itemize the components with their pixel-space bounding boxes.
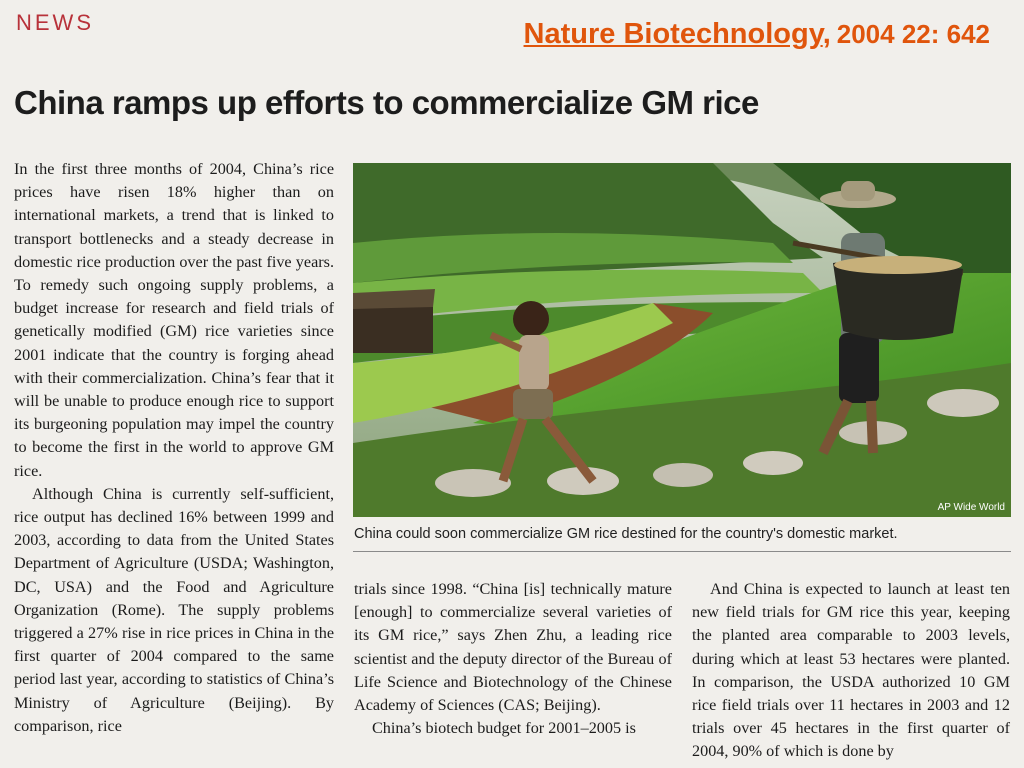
- citation: [524, 18, 990, 51]
- middle-paragraph-2: China’s biotech budget for 2001–2005 is: [372, 719, 636, 738]
- citation-reference: 2004 22: 642: [836, 19, 990, 49]
- left-paragraph-2: Although China is currently self-sufficient, rice output has declined 16% between 1999 and 2003, according to data from the United States Department of Agriculture (USDA; Washington, DC, USA) and the Food and Agriculture Organization (Rome). The supply problems triggered a 27% rise in rice prices in China in the first quarter of 2004 compared to the same period last year, according to statistics of China’s Ministry of Agriculture (Beijing). By comparison, rice: [14, 484, 334, 735]
- left-paragraph-1: In the first three months of 2004, China’s rice prices have risen 18% higher than on international markets, a trend that is linked to transport bottlenecks and a steady decrease in domestic rice production over the past five years. To remedy such ongoing supply problems, a budget increase for research and field trials of genetically modified (GM) rice varieties since 2001 indicate that the country is forging ahead with their commercialization. China’s fear that it will be unable to produce enough rice to support its burgeoning population may impel the country to become the first in the world to approve GM rice.: [14, 160, 334, 480]
- middle-paragraph-1: trials since 1998. “China [is] technically mature [enough] to commercialize several varieties of its GM rice,” says Zhen Zhu, a leading rice scientist and the deputy director of the Bureau of Life Science and Biotechnology of the Chinese Academy of Sciences (CAS; Beijing).: [354, 580, 672, 715]
- middle-column: [354, 578, 672, 740]
- caption-divider: [353, 551, 1011, 552]
- section-label: NEWS: [16, 10, 94, 35]
- photo-credit: AP Wide World: [937, 502, 1005, 513]
- article-headline: China ramps up efforts to commercialize GM rice: [14, 84, 759, 121]
- journal-link[interactable]: Nature Biotechnology: [523, 18, 823, 50]
- citation-separator: ,: [822, 18, 831, 50]
- left-column: [14, 158, 334, 738]
- rice-terrace-photo: [353, 163, 1011, 517]
- photo-illustration: [353, 163, 1011, 517]
- right-paragraph-1: And China is expected to launch at least ten new field trials for GM rice this year, keeping the planted area comparable to 2003 levels, during which at least 53 hectares were planted. In comparison, the USDA authorized 10 GM rice field trials over 11 hectares in 2003 and 12 trials over 45 hectares in the first quarter of 2004, 90% of which is done by: [692, 580, 1010, 761]
- right-column: [692, 578, 1010, 764]
- photo-caption: China could soon commercialize GM rice destined for the country's domestic market.: [354, 526, 898, 542]
